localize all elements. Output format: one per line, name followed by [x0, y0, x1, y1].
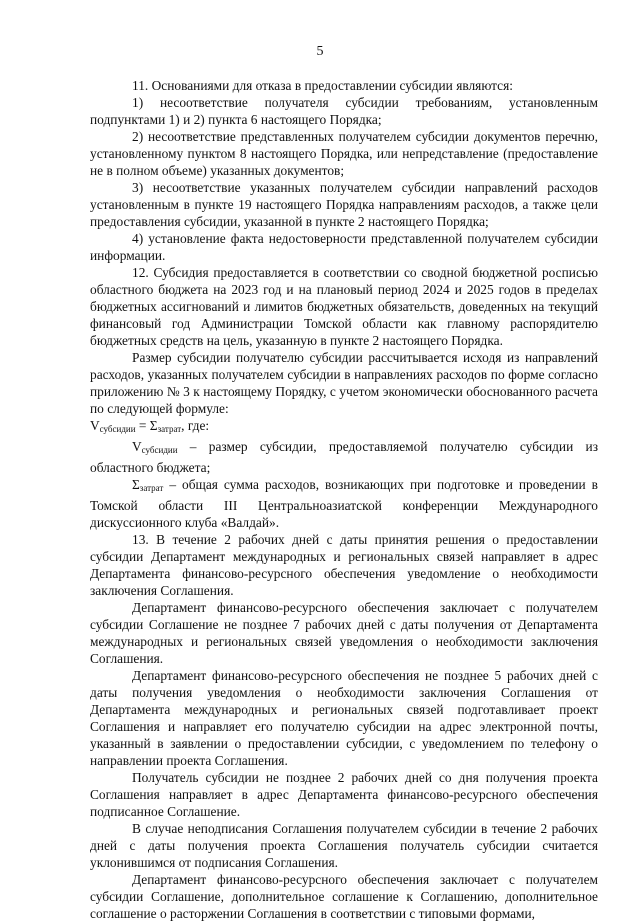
formula-v: V: [90, 418, 100, 433]
definition-v-symbol: V: [132, 439, 142, 454]
paragraph-11-item-4: 4) установление факта недостоверности представленной получателем субсидии информации.: [90, 231, 598, 263]
page-number: 5: [316, 44, 324, 59]
paragraph-13: 13. В течение 2 рабочих дней с даты принятия решения о предоставлении субсидии Департамент международных и региональных связей направляет в адрес Департамента финансово-ресурсного обеспечения уведомление о необходимости заключения Соглашения.: [90, 532, 598, 598]
definition-sigma: [90, 476, 598, 531]
document-body: [90, 77, 598, 922]
definition-sigma-symbol: Σ: [132, 477, 140, 492]
formula-equals: =: [135, 418, 150, 433]
formula-tail: , где:: [181, 418, 210, 433]
formula: [90, 417, 598, 438]
definition-v-subscript: субсидии: [141, 445, 178, 455]
definition-sigma-text: – общая сумма расходов, возникающих при подготовке и проведении в Томской области III Центральноазиатской конференции Международного дискуссионного клуба «Валдай».: [90, 477, 598, 530]
paragraph-agreement-forms: Департамент финансово-ресурсного обеспечения заключает с получателем субсидии Соглашение, дополнительное соглашение к Соглашению, дополнительное соглашение о расторжении Соглашения в соответствии с типовыми формами,: [90, 872, 598, 921]
paragraph-11-item-2: 2) несоответствие представленных получателем субсидии документов перечню, установленному пунктом 8 настоящего Порядка, или непредставление (предоставление не в полном объеме) указанных документов;: [90, 129, 598, 178]
definition-sigma-subscript: затрат: [139, 483, 164, 493]
paragraph-11-item-3: 3) несоответствие указанных получателем субсидии направлений расходов установленным в пункте 19 настоящего Порядка направлениям расходов, а также цели предоставления субсидии, указанной в пункте 2 настоящего Порядка;: [90, 180, 598, 229]
definition-v-text: – размер субсидии, предоставляемой получателю субсидии из областного бюджета;: [90, 439, 598, 475]
paragraph-11: 11. Основаниями для отказа в предоставлении субсидии являются:: [132, 78, 514, 93]
formula-sigma-subscript: затрат: [157, 424, 182, 434]
paragraph-agreement-deadline: Департамент финансово-ресурсного обеспечения заключает с получателем субсидии Соглашение не позднее 7 рабочих дней с даты получения от Департамента международных и региональных связей уведомления о необходимости заключения Соглашения.: [90, 600, 598, 666]
definition-v: [90, 438, 598, 476]
paragraph-agreement-draft: Департамент финансово-ресурсного обеспечения не позднее 5 рабочих дней с даты получения уведомления о необходимости заключения Соглашения от Департамента международных и региональных связей подготавливает проект Соглашения и направляет его получателю субсидии на адрес электронной почты, указанный в заявлении о предоставлении субсидии, с уведомлением по телефону о направлении проекта Соглашения.: [90, 668, 598, 768]
formula-v-subscript: субсидии: [99, 424, 136, 434]
paragraph-11-item-1: 1) несоответствие получателя субсидии требованиям, установленным подпунктами 1) и 2) пункта 6 настоящего Порядка;: [90, 95, 598, 127]
paragraph-non-signing: В случае неподписания Соглашения получателем субсидии в течение 2 рабочих дней с даты получения проекта Соглашения получатель субсидии считается уклонившимся от подписания Соглашения.: [90, 821, 598, 870]
paragraph-subsidy-size: Размер субсидии получателю субсидии рассчитывается исходя из направлений расходов, указанных получателем субсидии в направлениях расходов по форме согласно приложению № 3 к настоящему Порядку, с учетом экономически обоснованного расчета по следующей формуле:: [90, 350, 598, 416]
paragraph-recipient-signing: Получатель субсидии не позднее 2 рабочих дней со дня получения проекта Соглашения направляет в адрес Департамента финансово-ресурсного обеспечения подписанное Соглашение.: [90, 770, 598, 819]
paragraph-12: 12. Субсидия предоставляется в соответствии со сводной бюджетной росписью областного бюджета на 2023 год и на плановый период 2024 и 2025 годов в пределах бюджетных ассигнований и лимитов бюджетных обязательств, доведенных на текущий финансовый год Администрации Томской области как главному распорядителю бюджетных средств на цель, указанную в пункте 2 настоящего Порядка.: [90, 265, 598, 348]
formula-sigma: Σ: [149, 418, 158, 433]
